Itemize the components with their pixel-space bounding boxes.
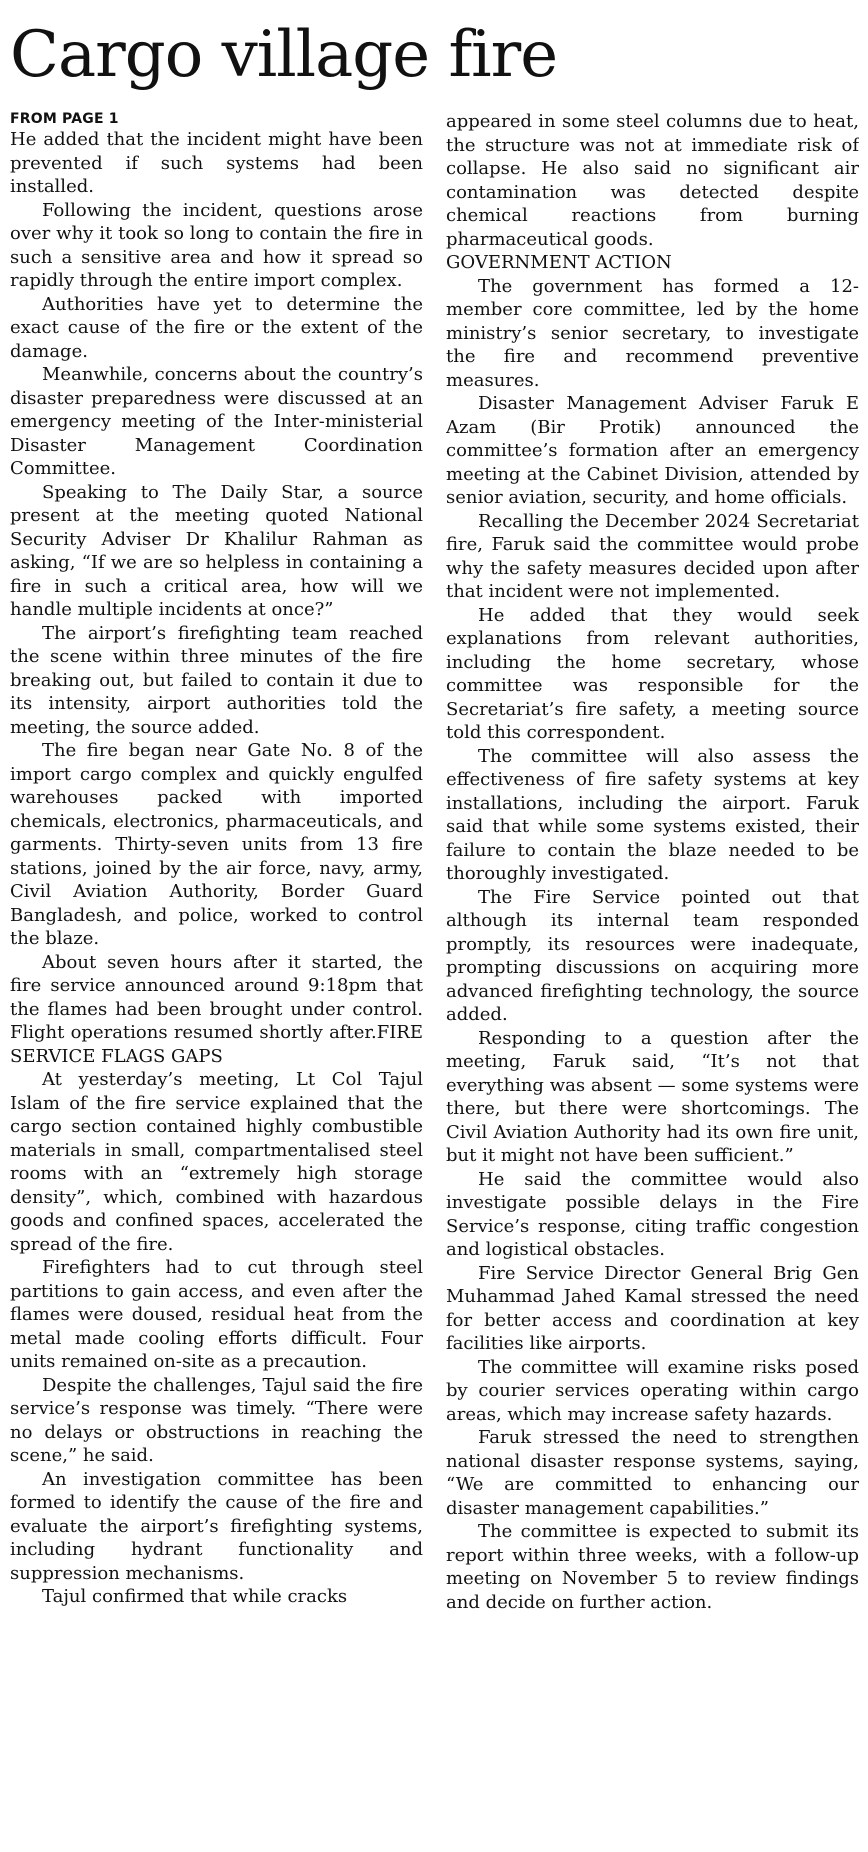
paragraph: The government has formed a 12-member core committee, led by the home ministry’s senior secretary, to investigate the fire and recommend preventive measures. [446, 275, 859, 391]
paragraph: He said the committee would also investigate possible delays in the Fire Service’s response, citing traffic congestion and logistical obstacles. [446, 1168, 859, 1260]
paragraph: The committee will examine risks posed by courier services operating within cargo areas, which may increase safety hazards. [446, 1356, 859, 1425]
paragraph: Firefighters had to cut through steel partitions to gain access, and even after the flames were doused, residual heat from the metal made cooling efforts difficult. Four units remained on-site as a precaution. [10, 1257, 423, 1372]
paragraph: Faruk stressed the need to strengthen national disaster response systems, saying, “We are committed to enhancing our disaster management capabilities.” [446, 1427, 859, 1519]
paragraph-text: About seven hours after it started, the fire service announced around 9:18pm that the flames had been brought under control. Flight operations resumed shortly after. [10, 951, 423, 1043]
paragraph: Speaking to The Daily Star, a source present at the meeting quoted National Security Adviser Dr Khalilur Rahman as asking, “If we are so helpless in containing a fire in such a critical area, how will we handle multiple incidents at once?” [10, 481, 423, 620]
paragraph: He added that they would seek explanations from relevant authorities, including the home secretary, whose committee was responsible for the Secretariat’s fire safety, a meeting source told this correspondent. [446, 604, 859, 743]
paragraph: The committee is expected to submit its report within three weeks, with a follow-up meeting on November 5 to review findings and decide on further action. [446, 1521, 859, 1613]
paragraph: Fire Service Director General Brig Gen Muhammad Jahed Kamal stressed the need for better access and coordination at key facilities like airports. [446, 1262, 859, 1354]
article-column-right [446, 110, 859, 1846]
article-headline: Cargo village fire [10, 18, 558, 92]
article-column-left [10, 110, 423, 1846]
paragraph: Responding to a question after the meeting, Faruk said, “It’s not that everything was absent — some systems were there, but there were shortcomings. The Civil Aviation Authority had its own fire unit, but it might not have been sufficient.” [446, 1027, 859, 1166]
paragraph: Tajul confirmed that while cracks [42, 1586, 348, 1607]
paragraph: The committee will also assess the effectiveness of fire safety systems at key installations, including the airport. Faruk said that while some systems existed, their failure to contain the blaze needed to be thoroughly investigated. [446, 745, 859, 884]
paragraph: Authorities have yet to determine the exact cause of the fire or the extent of the damage. [10, 293, 423, 362]
paragraph: Following the incident, questions arose over why it took so long to contain the fire in such a sensitive area and how it spread so rapidly through the entire import complex. [10, 199, 423, 291]
paragraph: Meanwhile, concerns about the country’s disaster preparedness were discussed at an emergency meeting of the Inter-ministerial Disaster Management Coordination Committee. [10, 364, 423, 479]
paragraph-with-subhead [10, 951, 423, 1069]
paragraph: The Fire Service pointed out that although its internal team responded promptly, its resources were inadequate, prompting discussions on acquiring more advanced firefighting technology, the source added. [446, 886, 859, 1025]
paragraph: appeared in some steel columns due to heat, the structure was not at immediate risk of collapse. He also said no significant air contamination was detected despite chemical reactions from burning pharmaceutical goods. [446, 111, 859, 250]
paragraph: At yesterday’s meeting, Lt Col Tajul Islam of the fire service explained that the cargo section contained highly combustible materials in small, compartmentalised steel rooms with an “extremely high storage density”, which, combined with hazardous goods and confined spaces, accelerated the spread of the fire. [10, 1069, 423, 1255]
subhead: FIRE SERVICE FLAGS GAPS [10, 1022, 423, 1067]
paragraph: Despite the challenges, Tajul said the fire service’s response was timely. “There were no delays or obstructions in reaching the scene,” he said. [10, 1374, 423, 1466]
paragraph: The airport’s firefighting team reached the scene within three minutes of the fire breaking out, but failed to contain it due to its intensity, airport authorities told the meeting, the source added. [10, 622, 423, 738]
jump-label: FROM PAGE 1 [10, 111, 119, 127]
subhead: GOVERNMENT ACTION [446, 252, 672, 273]
article-body [10, 110, 859, 1846]
paragraph: He added that the incident might have been prevented if such systems had been installed. [10, 129, 423, 197]
paragraph: The fire began near Gate No. 8 of the import cargo complex and quickly engulfed warehouses packed with imported chemicals, electronics, pharmaceuticals, and garments. Thirty-seven units from 13 fire stations, joined by the air force, navy, army, Civil Aviation Authority, Border Guard Bangladesh, and police, worked to control the blaze. [10, 740, 423, 949]
paragraph: Recalling the December 2024 Secretariat fire, Faruk said the committee would probe why the safety measures decided upon after that incident were not implemented. [446, 510, 859, 602]
paragraph: Disaster Management Adviser Faruk E Azam (Bir Protik) announced the committee’s formation after an emergency meeting at the Cabinet Division, attended by senior aviation, security, and home officials. [446, 393, 859, 508]
paragraph: An investigation committee has been formed to identify the cause of the fire and evaluate the airport’s firefighting systems, including hydrant functionality and suppression mechanisms. [10, 1468, 423, 1584]
